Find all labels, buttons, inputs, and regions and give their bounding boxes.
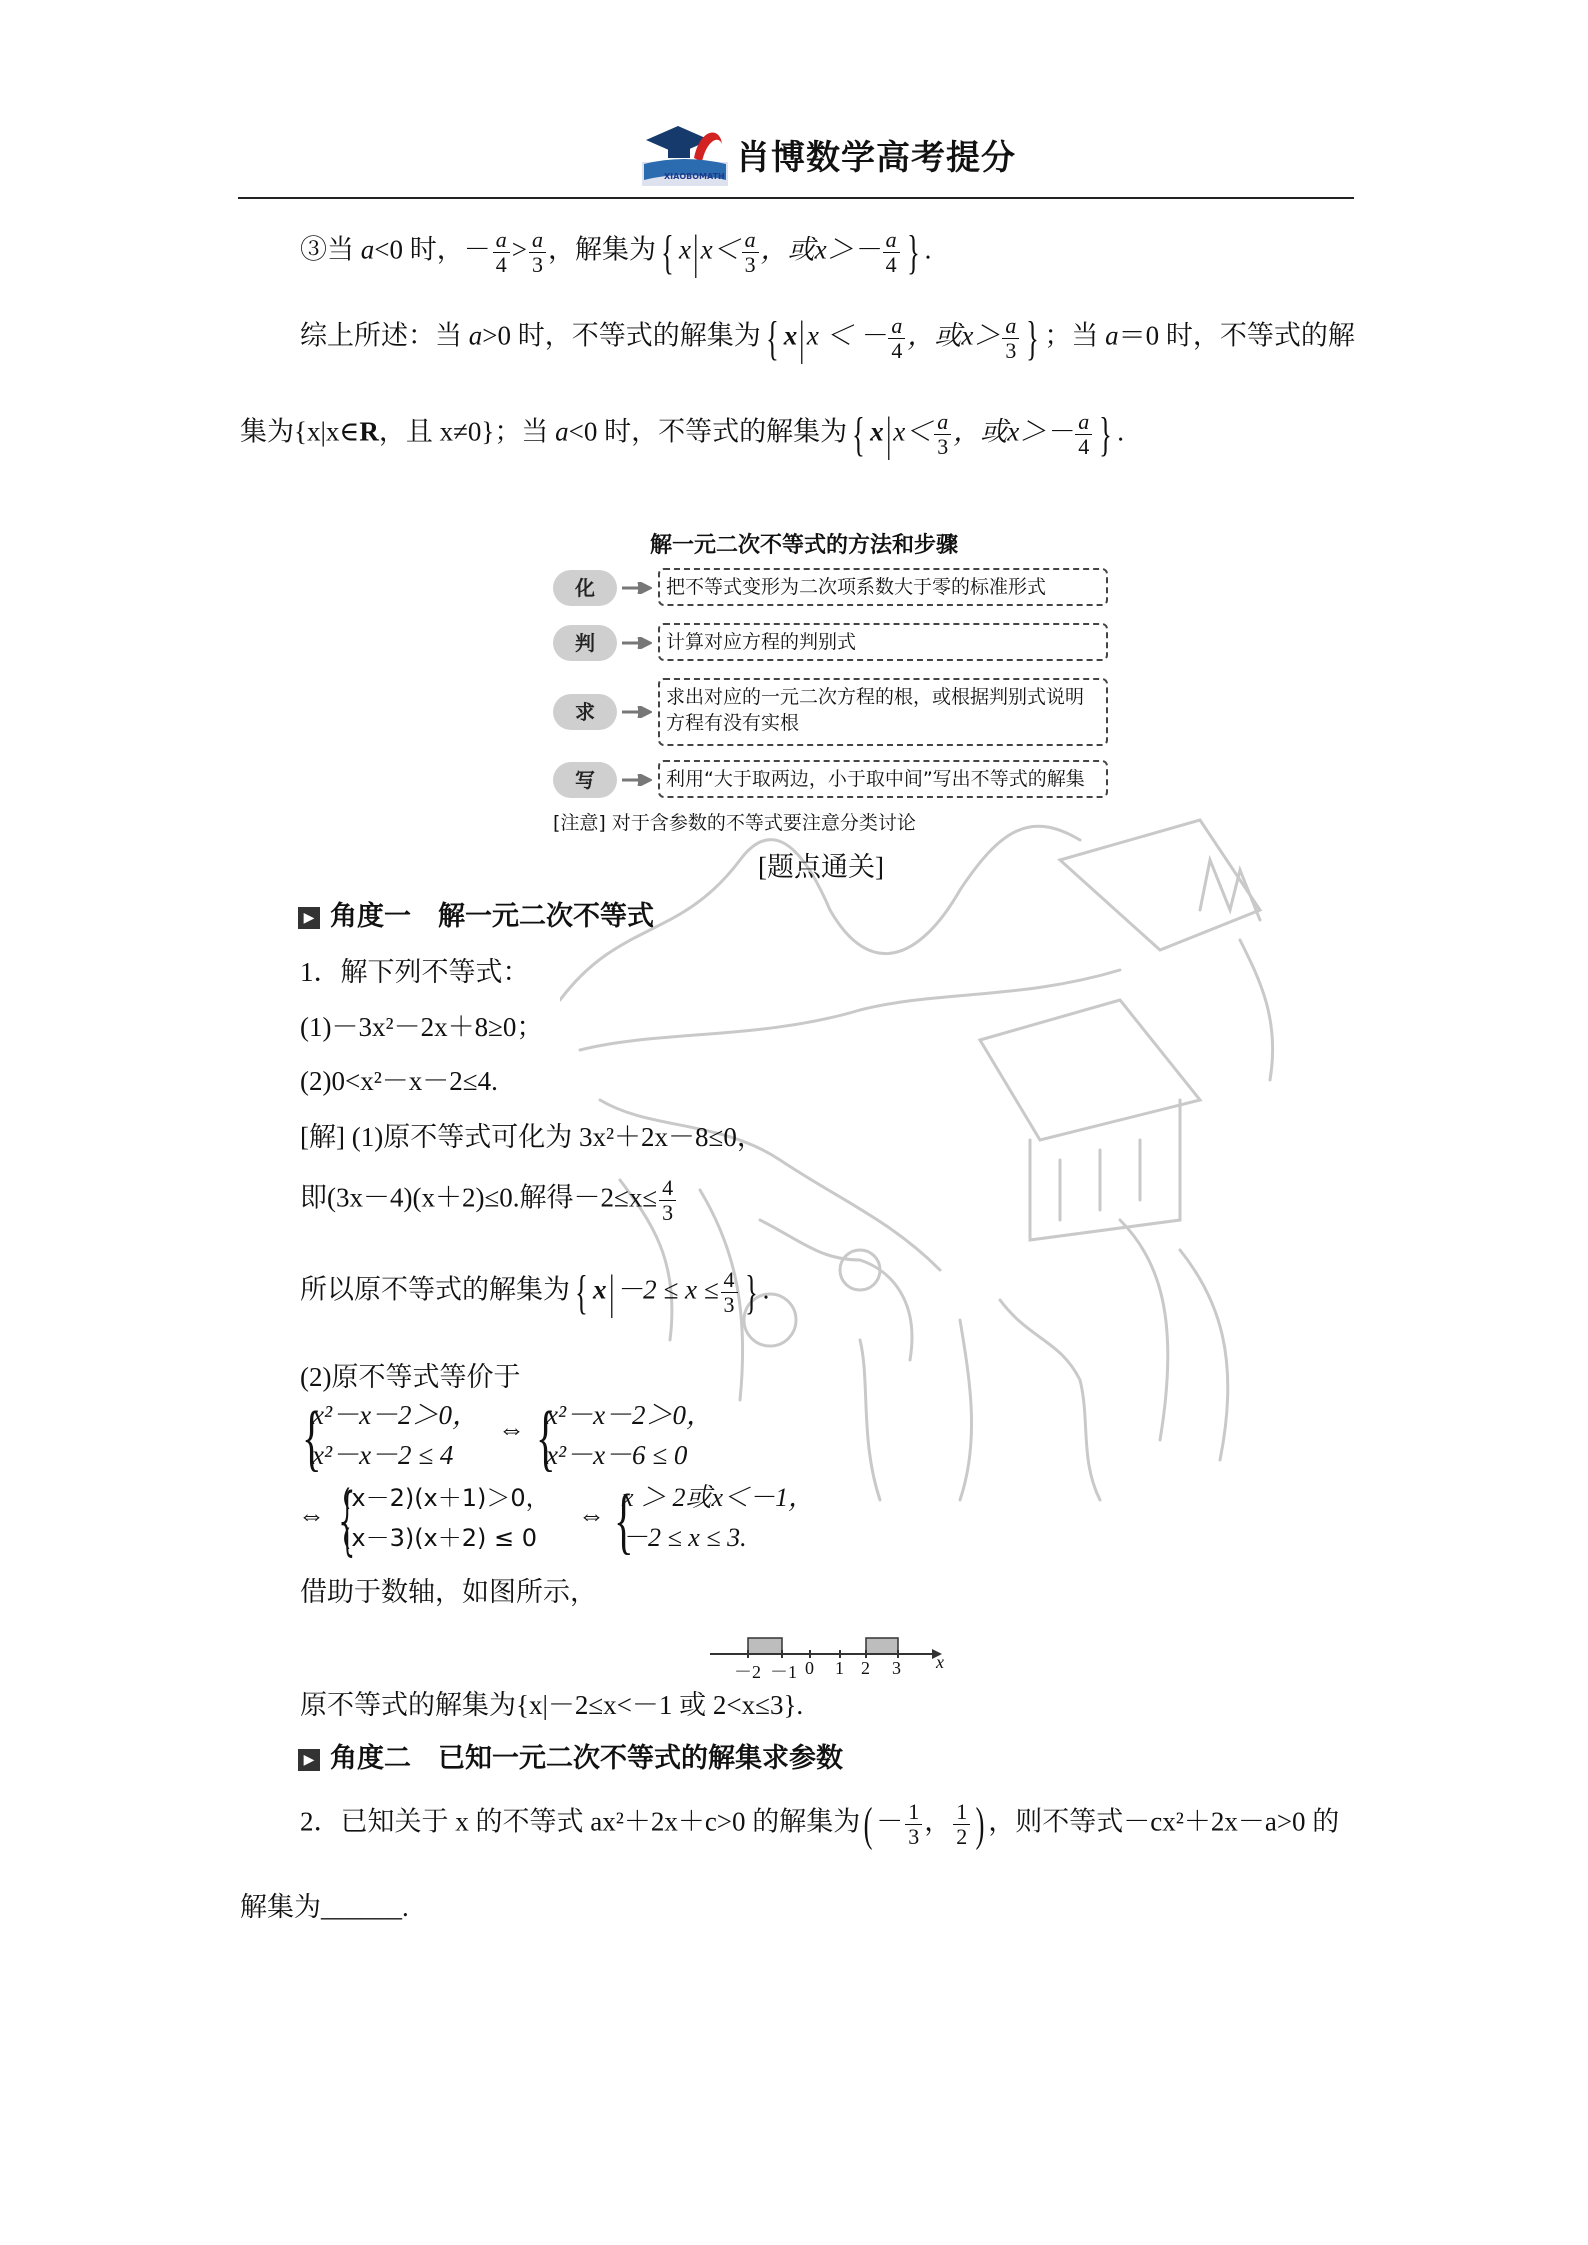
solution-line-2: 即(3x－4)(x＋2)≤0.解得－2≤x≤ $\frac{4}{3}$ xyxy=(300,1176,678,1225)
fraction-a-over-3: $\frac{a}{3}$ xyxy=(1002,314,1019,363)
tick-label: 3 xyxy=(892,1658,901,1678)
iff-symbol-3: ⇔ xyxy=(578,1500,605,1530)
q2-line-2: 解集为______. xyxy=(240,1892,409,1922)
arrow-right-icon xyxy=(622,582,652,594)
fraction-a-over-4: $\frac{a}{4}$ xyxy=(883,228,900,277)
header-logo xyxy=(638,118,732,194)
q1-text: 1．解下列不等式： xyxy=(300,957,530,987)
angle1-heading: ▶ 角度一 解一元二次不等式 xyxy=(298,900,654,934)
iff-symbol-2: ⇔ xyxy=(298,1500,325,1530)
fraction-1-over-3: $\frac{1}{3}$ xyxy=(905,1800,922,1849)
shaded-interval-right xyxy=(866,1638,898,1654)
q1-part2: (2)0<x²－x－2≤4. xyxy=(300,1066,498,1096)
angle2-heading: ▶ 角度二 已知一元二次不等式的解集求参数 xyxy=(298,1742,843,1776)
q1-part1: (1)－3x²－2x＋8≥0； xyxy=(300,1012,544,1042)
fraction-a-over-3: $\frac{a}{3}$ xyxy=(742,228,759,277)
summary-line-1: 综上所述：当 a>0 时，不等式的解集为 { x|x ＜ － $\frac{a}{4}$ ，或x＞ $\frac{a}{3}$ } ；当 a＝0 时，不等式的解 xyxy=(300,311,1355,365)
shaded-interval-left xyxy=(748,1638,782,1654)
arrow-right-icon xyxy=(622,706,652,718)
solution-line-1: [解] (1)原不等式可化为 3x²＋2x－8≤0， xyxy=(300,1122,764,1152)
fraction-1-over-2: $\frac{1}{2}$ xyxy=(953,1800,970,1849)
fraction-a-over-4: $\frac{a}{4}$ xyxy=(888,314,905,363)
arrow-right-icon xyxy=(622,774,652,786)
solution-line-4: (2)原不等式等价于 xyxy=(300,1362,521,1392)
case3-line: ③当 a<0 时，－ $\frac{a}{4}$ > $\frac{a}{3}$ ，解集为 { x|x＜ $\frac{a}{3}$ ，或x＞－ $\frac{a}{4}$ } . xyxy=(300,225,932,279)
system-1: { x²－x－2＞0， x²－x－2 ≤ 4 xyxy=(301,1397,480,1479)
tick-label: 2 xyxy=(861,1658,870,1678)
tick-label: －1 xyxy=(770,1662,797,1682)
logo-graphic xyxy=(638,118,732,194)
tick-label: 0 xyxy=(805,1658,814,1678)
axis-label: x xyxy=(936,1652,944,1672)
solution-line-3: 所以原不等式的解集为 { x|－2 ≤ x ≤ $\frac{4}{3}$ } . xyxy=(300,1265,770,1319)
system-4: { x ＞ 2或x＜－1， －2 ≤ x ≤ 3. xyxy=(613,1480,815,1562)
section-title: [题点通关] xyxy=(758,852,884,882)
fraction-4-over-3: $\frac{4}{3}$ xyxy=(659,1176,676,1225)
brand-title: 肖博数学高考提分 xyxy=(736,138,1016,178)
iff-symbol-1: ⇔ xyxy=(498,1414,525,1444)
tick-label: 1 xyxy=(835,1658,844,1678)
fraction-a-over-4: $\frac{a}{4}$ xyxy=(493,228,510,277)
system-3: { (x－2)(x＋1)＞0， (x－3)(x＋2) ≤ 0 xyxy=(334,1478,550,1564)
answer-line: 原不等式的解集为{x|－2≤x<－1 或 2<x≤3}. xyxy=(300,1690,804,1720)
method-note: [注意] 对于含参数的不等式要注意分类讨论 xyxy=(553,812,916,834)
tick-label: －2 xyxy=(734,1662,761,1682)
numberline-caption: 借助于数轴，如图所示， xyxy=(300,1577,597,1607)
fraction-4-over-3: $\frac{4}{3}$ xyxy=(721,1268,738,1317)
system-2: { x²－x－2＞0， x²－x－6 ≤ 0 xyxy=(535,1397,714,1479)
summary-line-2: 集为{x|x∈R，且 x≠0}；当 a<0 时，不等式的解集为 { x|x＜ $\frac{a}{3}$ ，或x＞－ $\frac{a}{4}$ } . xyxy=(240,407,1125,461)
fraction-a-over-3: $\frac{a}{3}$ xyxy=(529,228,546,277)
play-icon: ▶ xyxy=(298,1749,320,1771)
method-box-title: 解一元二次不等式的方法和步骤 xyxy=(650,533,959,558)
fraction-a-over-4: $\frac{a}{4}$ xyxy=(1075,410,1092,459)
header-divider xyxy=(238,197,1354,199)
arrow-right-icon xyxy=(622,637,652,649)
fraction-a-over-3: $\frac{a}{3}$ xyxy=(934,410,951,459)
logo-lettering: XIAOBOMATH xyxy=(664,172,725,181)
play-icon: ▶ xyxy=(298,907,320,929)
q2-line-1: 2．已知关于 x 的不等式 ax²＋2x＋c>0 的解集为( － $\frac{1}{3}$ ， $\frac{1}{2}$ ) ，则不等式－cx²＋2x－a>0 的 xyxy=(300,1797,1340,1851)
